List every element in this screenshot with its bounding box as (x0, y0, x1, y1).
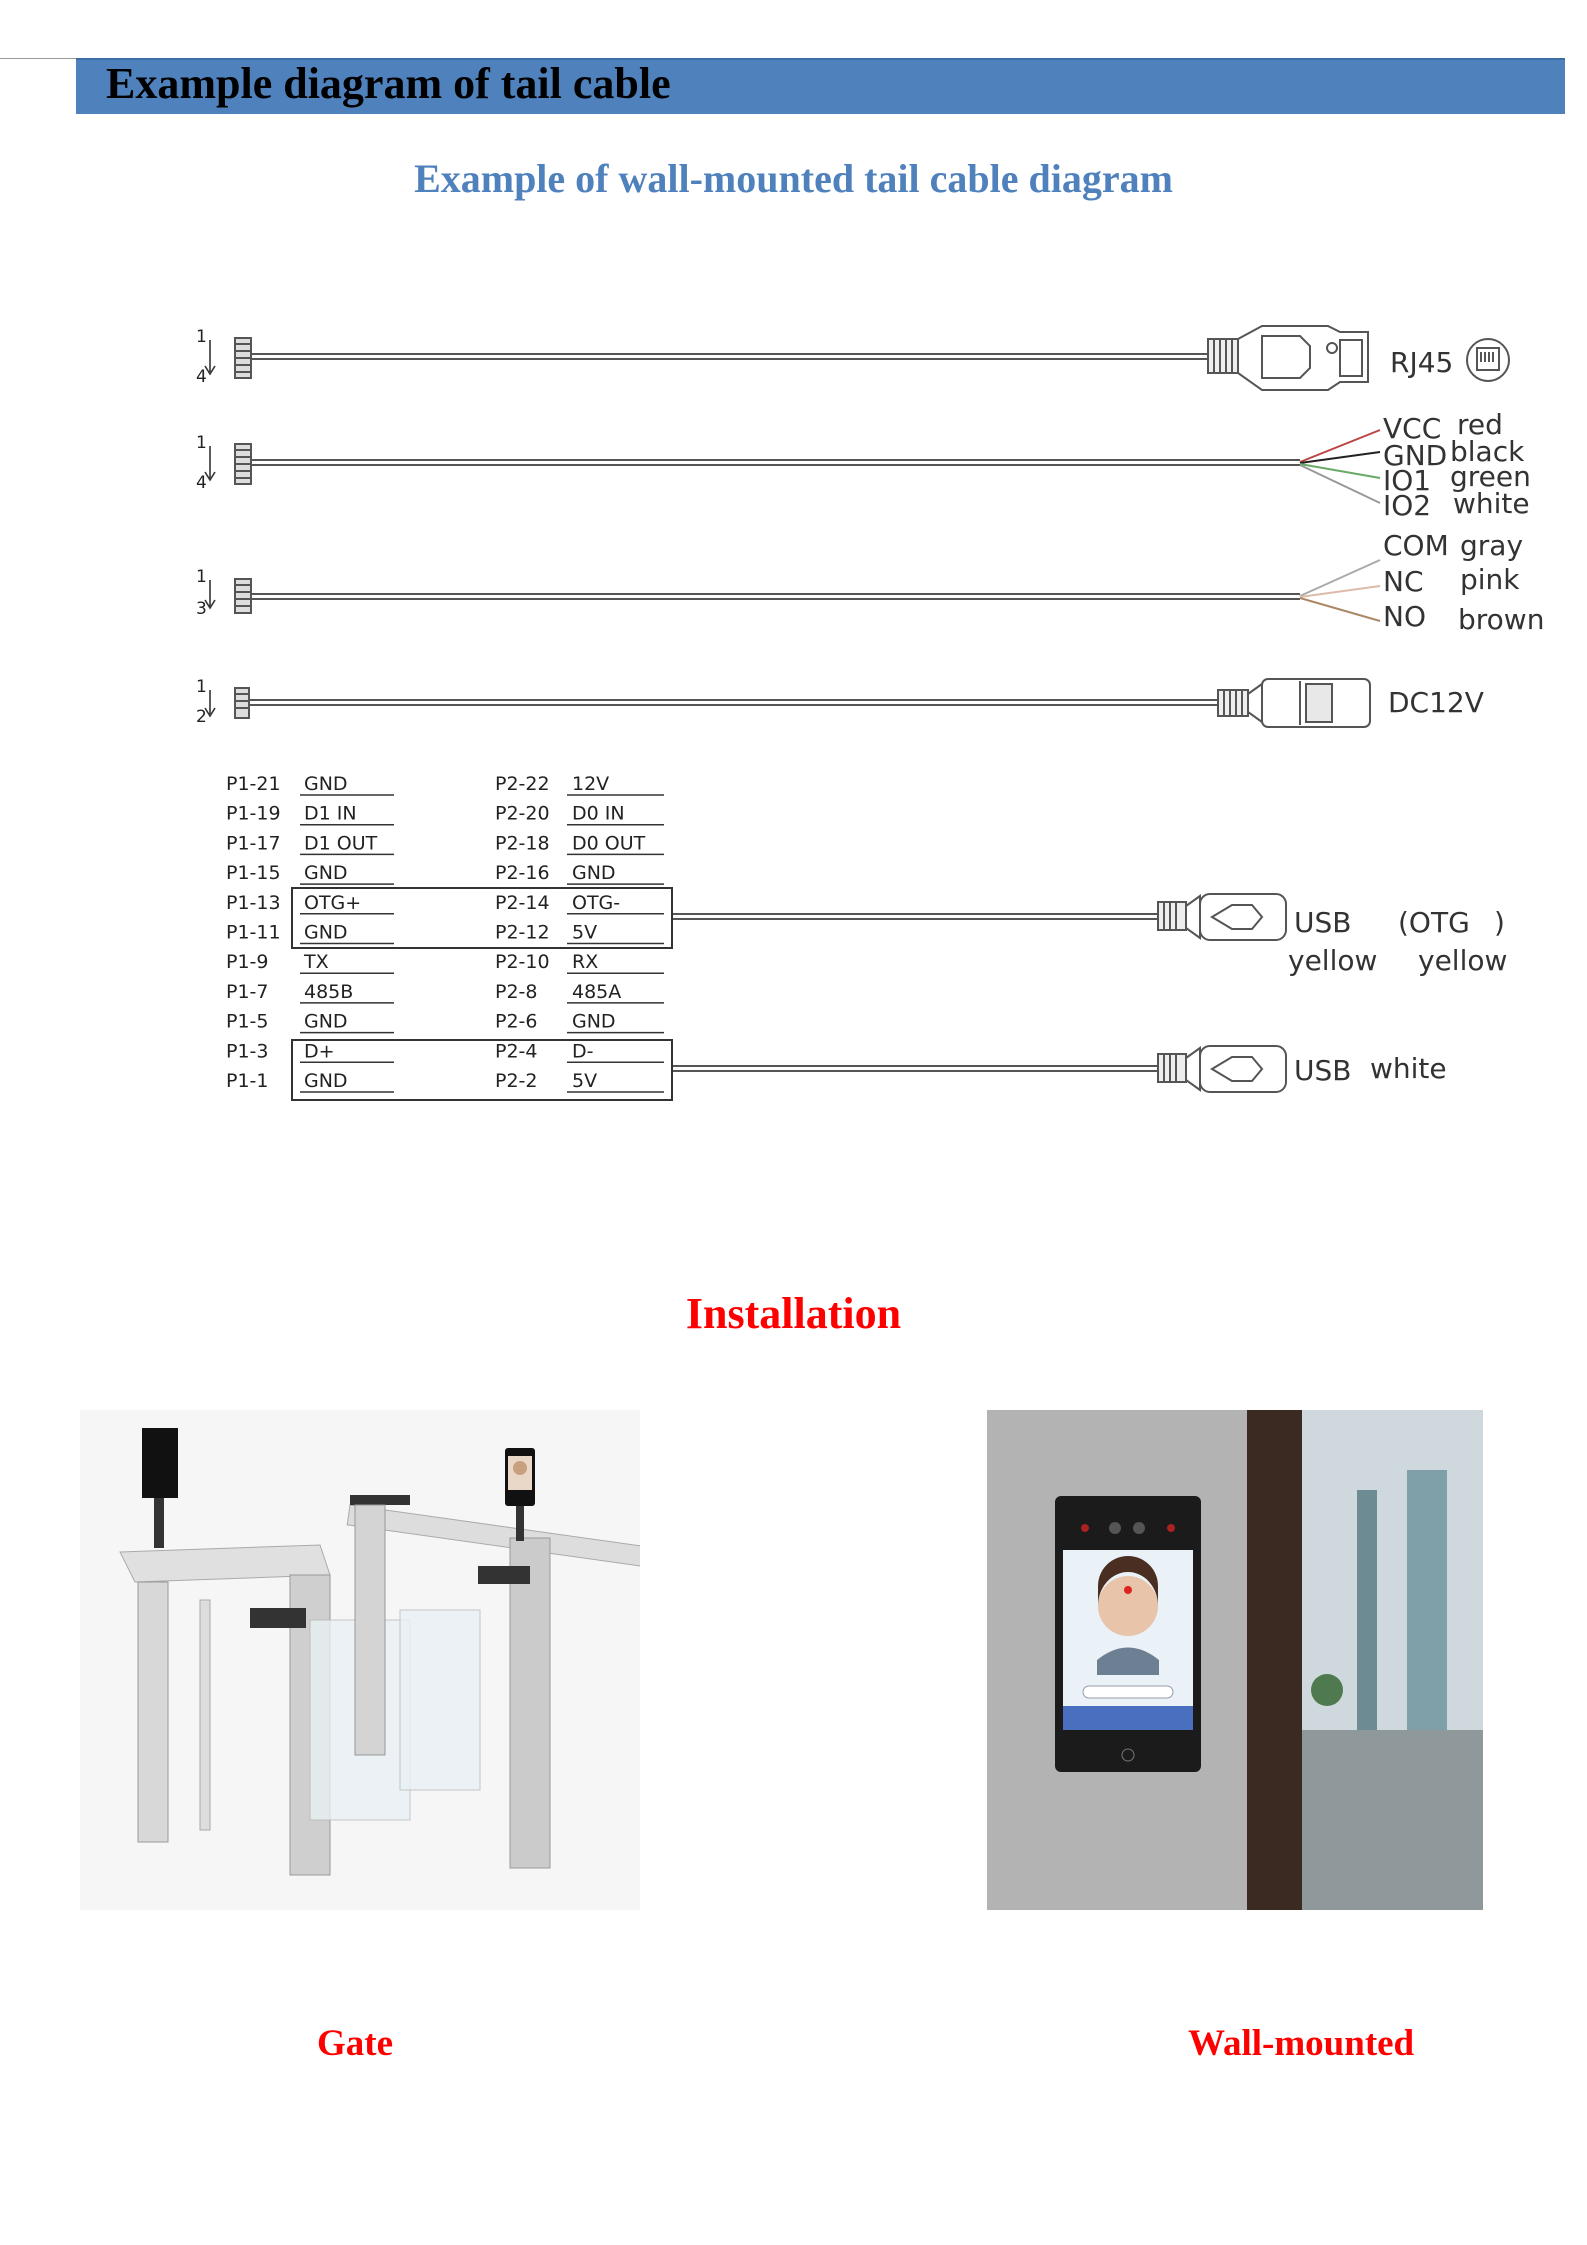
rj45-cable (235, 326, 1368, 390)
pinout-p2-signal: OTG- (572, 891, 621, 914)
io-signal-io1: IO1 (1383, 464, 1432, 497)
pinout-p1-pin: P1-1 (226, 1070, 269, 1092)
pinout-p1-pin: P1-19 (226, 802, 281, 825)
pinout-p2-pin: P2-12 (495, 921, 550, 944)
rj45-pin-bottom: 4 (196, 367, 207, 387)
pinout-p1-signal: GND (304, 921, 348, 944)
pinout-p2-pin: P2-22 (495, 773, 550, 795)
io-cable (235, 430, 1380, 503)
pinout-p2-signal: D0 IN (572, 802, 625, 825)
pinout-p1-signal: OTG+ (304, 891, 362, 914)
usb-color: white (1370, 1052, 1447, 1085)
pinout-p2-signal: GND (572, 862, 616, 885)
pinout-p2-pin: P2-20 (495, 802, 550, 825)
tail-cable-diagram (0, 300, 1587, 1130)
rj45-pin-top: 1 (196, 327, 207, 347)
diagram-subtitle: Example of wall-mounted tail cable diagram (414, 156, 1173, 201)
installation-heading: Installation (685, 1289, 902, 1338)
pinout-p2-signal: 485A (572, 980, 622, 1003)
pinout-p1-pin: P1-3 (226, 1040, 269, 1063)
usb-otg-color-1: yellow (1288, 944, 1378, 977)
pinout-p2-pin: P2-4 (495, 1040, 538, 1063)
pinout-p2-signal: GND (572, 1010, 616, 1033)
pinout-p1-signal: GND (304, 862, 348, 885)
pinout-p1-signal: D1 OUT (304, 832, 378, 855)
pinout-p2-signal: 12V (572, 773, 610, 795)
io-color-green: green (1450, 460, 1531, 493)
usb-cable (672, 1046, 1286, 1092)
io-signal-io2: IO2 (1383, 489, 1432, 522)
pinout-p1-pin: P1-11 (226, 921, 281, 944)
io-signal-vcc: VCC (1383, 412, 1442, 445)
pinout-p2-signal: RX (572, 951, 599, 974)
relay-color-pink: pink (1460, 563, 1520, 596)
relay-pin-bottom: 3 (196, 599, 207, 619)
pinout-p2-pin: P2-6 (495, 1010, 538, 1033)
pinout-p2-pin: P2-8 (495, 980, 538, 1003)
pinout-p2-signal: 5V (572, 1070, 598, 1092)
pinout-p1-signal: D+ (304, 1040, 335, 1063)
pinout-p1-pin: P1-7 (226, 980, 269, 1003)
relay-signal-com: COM (1383, 529, 1449, 562)
page-title: Example diagram of tail cable (106, 59, 671, 108)
header-rule (0, 58, 78, 59)
io-color-white: white (1453, 487, 1530, 520)
pinout-p1-pin: P1-9 (226, 951, 269, 974)
usb-otg-label-2: (OTG (1398, 906, 1470, 939)
usb-otg-label-3: ) (1494, 906, 1505, 939)
pinout-p1-signal: GND (304, 1010, 348, 1033)
io-color-black: black (1450, 435, 1525, 468)
io-color-red: red (1457, 408, 1503, 441)
relay-signal-nc: NC (1383, 565, 1424, 598)
relay-signal-no: NO (1383, 600, 1426, 633)
usb-otg-cable (672, 894, 1286, 940)
wall-mounted-image (987, 1410, 1483, 1910)
pinout-p1-pin: P1-21 (226, 773, 281, 795)
pinout-p1-signal: 485B (304, 980, 354, 1003)
gate-caption: Gate (317, 2023, 394, 2064)
power-pin-top: 1 (196, 677, 207, 697)
pinout-p1-signal: GND (304, 1070, 348, 1092)
gate-image (80, 1410, 640, 1910)
pinout-p2-signal: D0 OUT (572, 832, 646, 855)
pinout-p2-pin: P2-18 (495, 832, 550, 855)
pinout-p1-pin: P1-13 (226, 891, 281, 914)
rj45-jack-icon (1467, 339, 1509, 381)
pinout-p2-pin: P2-2 (495, 1070, 538, 1092)
pinout-p1-pin: P1-17 (226, 832, 281, 855)
dc12v-label: DC12V (1388, 686, 1484, 719)
pinout-p1-signal: D1 IN (304, 802, 357, 825)
io-pin-bottom: 4 (196, 473, 207, 493)
pinout-p2-pin: P2-14 (495, 891, 550, 914)
pinout-p1-pin: P1-15 (226, 862, 281, 885)
pinout-p2-signal: D- (572, 1040, 594, 1063)
usb-label: USB (1294, 1054, 1352, 1087)
relay-cable (235, 560, 1380, 621)
relay-pin-top: 1 (196, 567, 207, 587)
pinout-p2-pin: P2-10 (495, 951, 550, 974)
power-pin-bottom: 2 (196, 707, 207, 727)
pinout-p1-signal: GND (304, 773, 348, 795)
pinout-p2-signal: 5V (572, 921, 598, 944)
relay-color-gray: gray (1460, 529, 1524, 562)
pinout-p2-pin: P2-16 (495, 862, 550, 885)
rj45-label: RJ45 (1390, 346, 1454, 379)
pinout-p1-pin: P1-5 (226, 1010, 269, 1033)
pinout-p1-signal: TX (304, 951, 329, 974)
pin-arrows (205, 340, 215, 716)
relay-color-brown: brown (1458, 603, 1545, 636)
wall-mounted-caption: Wall-mounted (1188, 2023, 1415, 2064)
usb-otg-label: USB (1294, 906, 1352, 939)
usb-otg-color-2: yellow (1418, 944, 1508, 977)
io-pin-top: 1 (196, 433, 207, 453)
io-signal-gnd: GND (1383, 439, 1448, 472)
power-cable (235, 679, 1370, 727)
